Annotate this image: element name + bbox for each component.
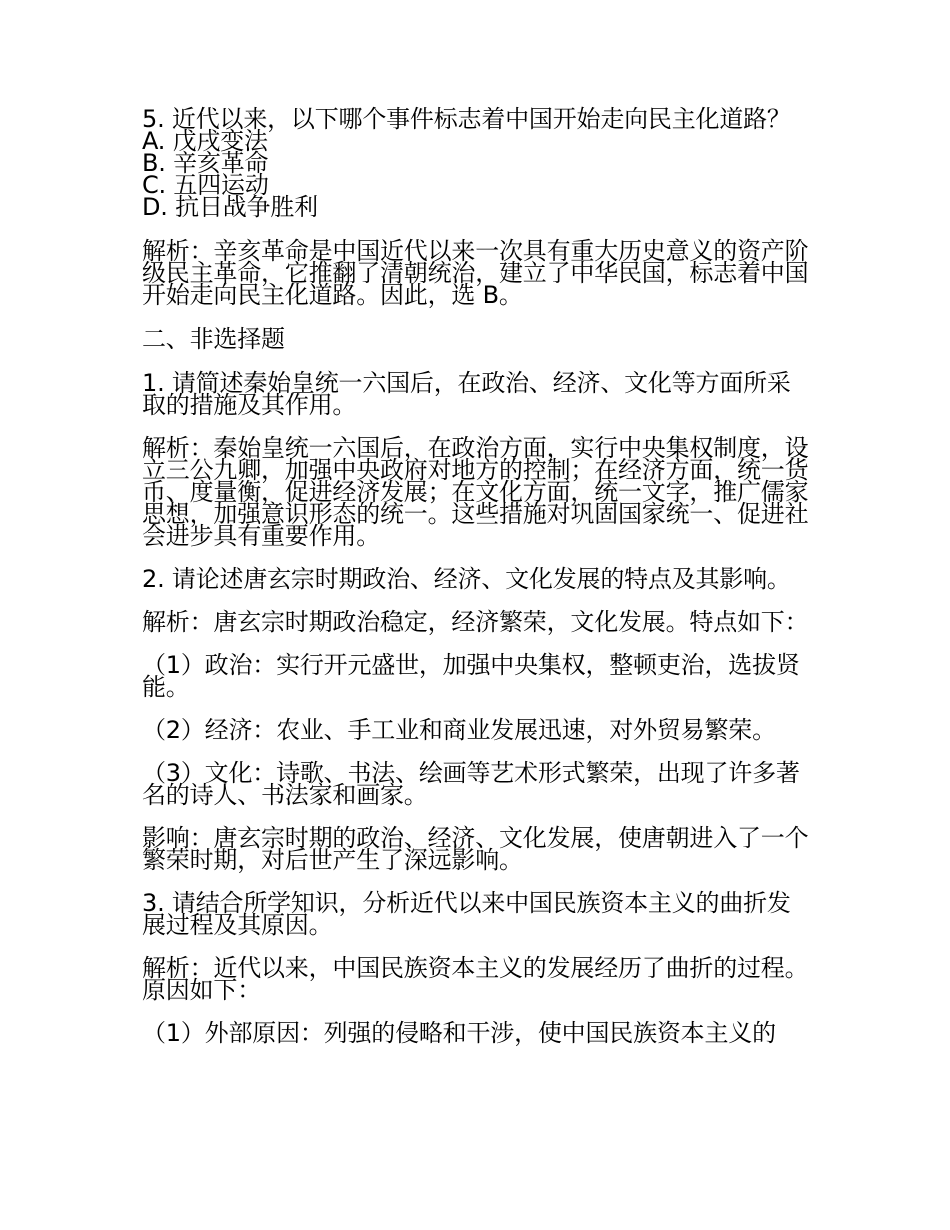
nq3-point-1: （1）外部原因：列强的侵略和干涉，使中国民族资本主义的 <box>142 1019 776 1047</box>
nq1-stem: 1. 请简述秦始皇统一六国后，在政治、经济、文化等方面所采取的措施及其作用。 <box>142 369 791 419</box>
q5-option-b: B. 辛亥革命 <box>142 149 269 177</box>
nq2-point-2: （2）经济：农业、手工业和商业发展迅速，对外贸易繁荣。 <box>142 716 776 744</box>
q5-stem: 5. 近代以来，以下哪个事件标志着中国开始走向民主化道路？ <box>142 105 791 133</box>
nq1-analysis: 解析：秦始皇统一六国后，在政治方面，实行中央集权制度，设立三公九卿，加强中央政府对地方的控制；在经济方面，统一货币、度量衡，促进经济发展；在文化方面，统一文字，推广儒家思想，加强意识形态的统一。这些措施对巩固国家统一、促进社会进步具有重要作用。 <box>142 434 809 550</box>
section-title: 二、非选择题 <box>142 325 285 353</box>
q5-option-d: D. 抗日战争胜利 <box>142 193 318 221</box>
nq2-point-3: （3）文化：诗歌、书法、绘画等艺术形式繁荣，出现了许多著名的诗人、书法家和画家。 <box>142 759 800 809</box>
nq3-analysis: 解析：近代以来，中国民族资本主义的发展经历了曲折的过程。原因如下： <box>142 954 809 1004</box>
q5-analysis: 解析：辛亥革命是中国近代以来一次具有重大历史意义的资产阶级民主革命，它推翻了清朝统治，建立了中华民国，标志着中国开始走向民主化道路。因此，选 B。 <box>142 237 809 309</box>
document-page <box>142 105 814 1047</box>
nq2-impact: 影响：唐玄宗时期的政治、经济、文化发展，使唐朝进入了一个繁荣时期，对后世产生了深远影响。 <box>142 824 809 874</box>
q5-option-a: A. 戊戌变法 <box>142 127 268 155</box>
nq2-stem: 2. 请论述唐玄宗时期政治、经济、文化发展的特点及其影响。 <box>142 565 791 593</box>
q5-option-c: C. 五四运动 <box>142 171 269 199</box>
nq2-analysis: 解析：唐玄宗时期政治稳定，经济繁荣，文化发展。特点如下： <box>142 608 809 636</box>
nq3-stem: 3. 请结合所学知识，分析近代以来中国民族资本主义的曲折发展过程及其原因。 <box>142 889 791 939</box>
nq2-point-1: （1）政治：实行开元盛世，加强中央集权，整顿吏治，选拔贤能。 <box>142 651 800 701</box>
